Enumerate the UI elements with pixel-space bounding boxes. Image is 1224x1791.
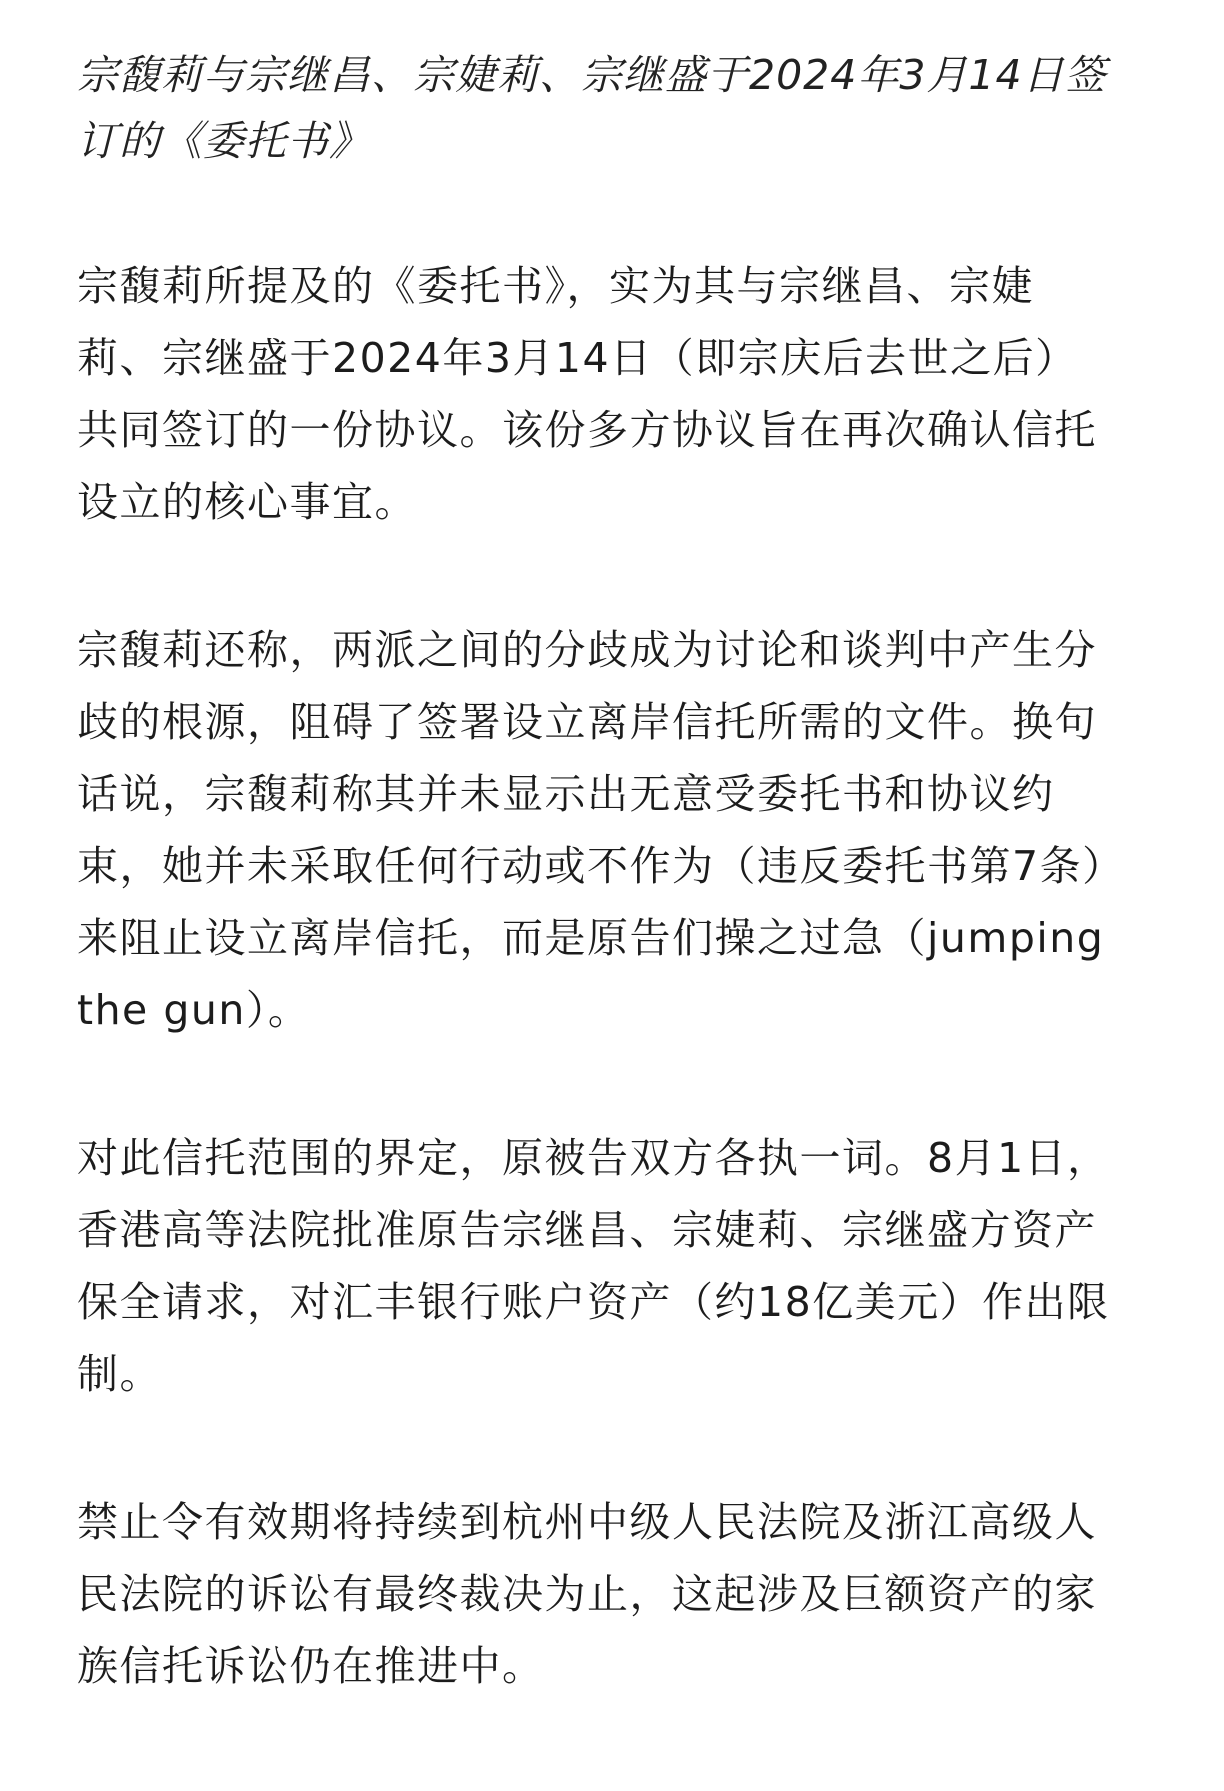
paragraph-entrustment-letter: 宗馥莉所提及的《委托书》，实为其与宗继昌、宗婕莉、宗继盛于2024年3月14日（即宗庆后去世之后）共同签订的一份协议。该份多方协议旨在再次确认信托设立的核心事宜。 — [77, 262, 1097, 526]
paragraph-injunction: 禁止令有效期将持续到杭州中级人民法院及浙江高级人民法院的诉讼有最终裁决为止，这起涉及巨额资产的家族信托诉讼仍在推进中。 — [77, 1498, 1097, 1690]
paragraph-asset-preservation: 对此信托范围的界定，原被告双方各执一词。8月1日，香港高等法院批准原告宗继昌、宗婕莉、宗继盛方资产保全请求，对汇丰银行账户资产（约18亿美元）作出限制。 — [77, 1134, 1110, 1398]
article — [77, 42, 1117, 1702]
article-heading: 宗馥莉与宗继昌、宗婕莉、宗继盛于2024年3月14日签订的《委托书》 — [77, 51, 1107, 165]
paragraph-dispute-claim: 宗馥莉还称，两派之间的分歧成为讨论和谈判中产生分歧的根源，阻碍了签署设立离岸信托所需的文件。换句话说，宗馥莉称其并未显示出无意受委托书和协议约束，她并未采取任何行动或不作为（违反委托书第7条）来阻止设立离岸信托，而是原告们操之过急（jumping the gun）。 — [77, 626, 1105, 1034]
